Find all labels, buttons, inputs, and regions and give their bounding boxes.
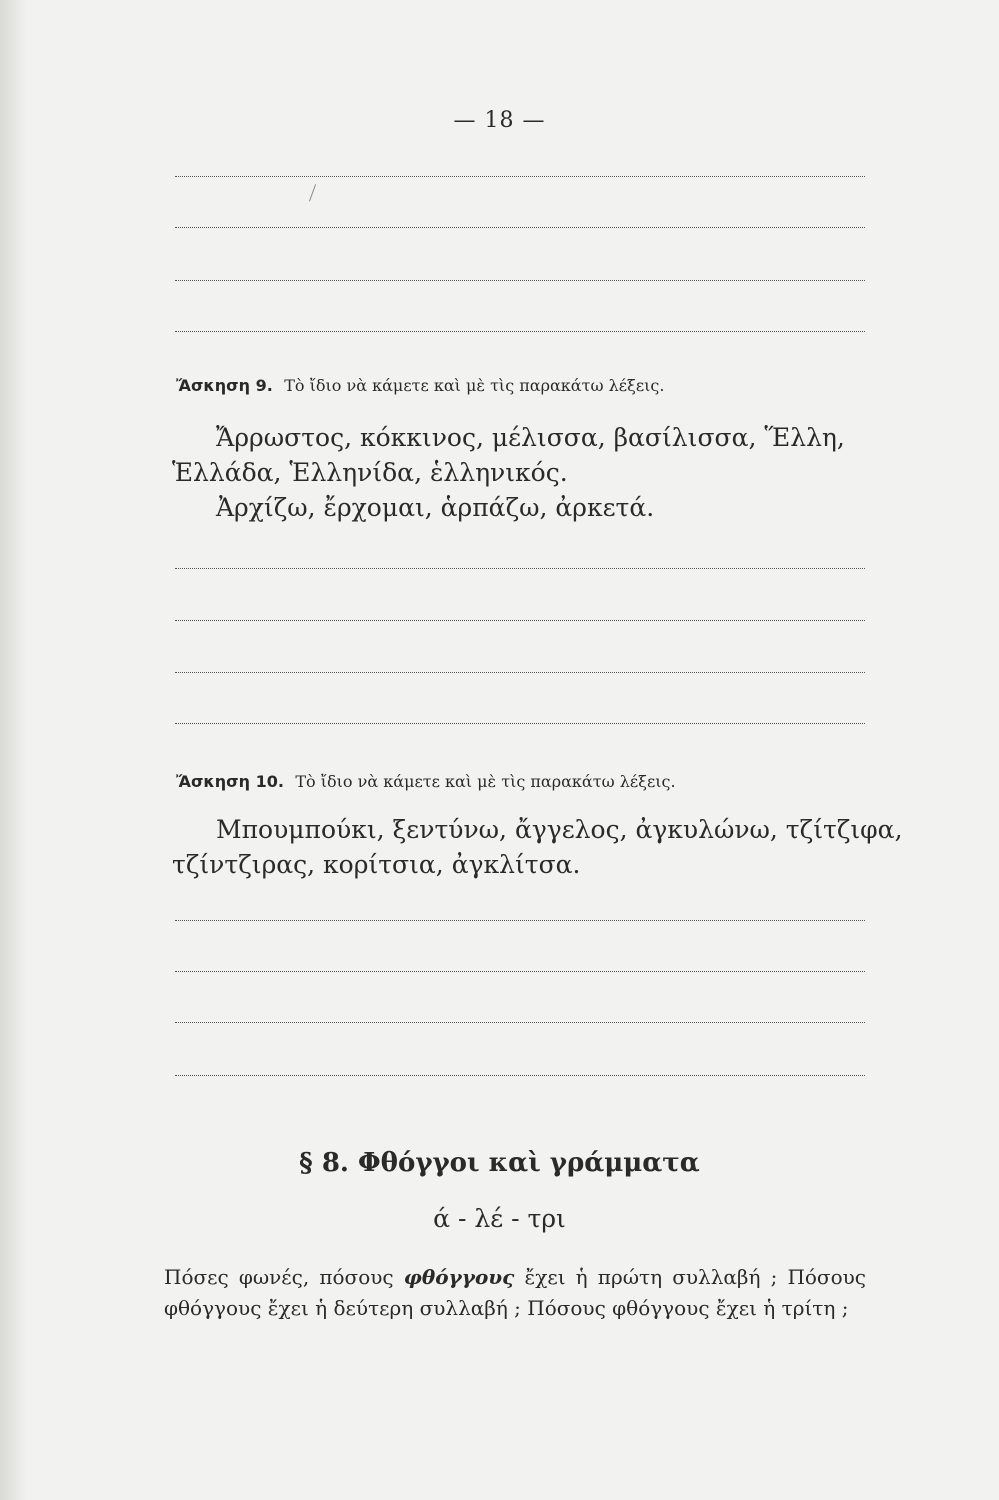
exercise-9-instruction: Τὸ ἴδιο νὰ κάμετε καὶ μὲ τὶς παρακάτω λέξεις. (284, 376, 665, 395)
page-edge-shadow (0, 0, 28, 1500)
exercise-9-line: Ἀρχίζω, ἔρχομαι, ἁρπάζω, ἀρκετά. (216, 493, 655, 522)
paragraph-emphasis: φθόγγους (403, 1265, 515, 1289)
writing-line (175, 723, 865, 724)
exercise-10-words (172, 812, 903, 882)
writing-line (175, 920, 865, 921)
exercise-9-words (172, 420, 845, 525)
paragraph-text: Πόσες φωνές, πόσους (164, 1265, 404, 1289)
writing-line (175, 1075, 865, 1076)
exercise-10-line: τζίντζιρας, κορίτσια, ἀγκλίτσα. (172, 850, 581, 879)
paragraph-text: ἔχει ἡ πρώτη συλλαβή ; Πόσους φθόγγους ἔχει ἡ δεύτερη συλλαβή ; Πόσους φθόγγους ἔχει ἡ τρίτη ; (164, 1265, 866, 1320)
writing-line (175, 1022, 865, 1023)
section-paragraph (164, 1262, 866, 1324)
exercise-10-instruction: Τὸ ἴδιο νὰ κάμετε καὶ μὲ τὶς παρακάτω λέξεις. (295, 772, 676, 791)
page-number: — 18 — (453, 108, 546, 133)
writing-line (175, 280, 865, 281)
writing-line (175, 331, 865, 332)
exercise-9-heading (176, 376, 664, 396)
pencil-mark (309, 184, 317, 202)
exercise-10-heading (176, 772, 676, 792)
writing-line (175, 227, 865, 228)
exercise-9-line: Ἑλλάδα, Ἑλληνίδα, ἑλληνικός. (172, 458, 568, 487)
exercise-9-label: Ἄσκηση 9. (176, 376, 273, 395)
writing-line (175, 672, 865, 673)
writing-line (175, 568, 865, 569)
writing-line (175, 620, 865, 621)
writing-line (175, 971, 865, 972)
exercise-10-label: Ἄσκηση 10. (176, 772, 284, 791)
exercise-10-line: Μπουμπούκι, ξεντύνω, ἄγγελος, ἀγκυλώνω, τζίτζιφα, (216, 815, 903, 844)
writing-line (175, 176, 865, 177)
exercise-9-line: Ἄρρωστος, κόκκινος, μέλισσα, βασίλισσα, Ἕλλη, (216, 423, 845, 452)
section-title: § 8. Φθόγγοι καὶ γράμματα (299, 1148, 700, 1178)
section-syllables: ά - λέ - τρι (433, 1204, 566, 1233)
